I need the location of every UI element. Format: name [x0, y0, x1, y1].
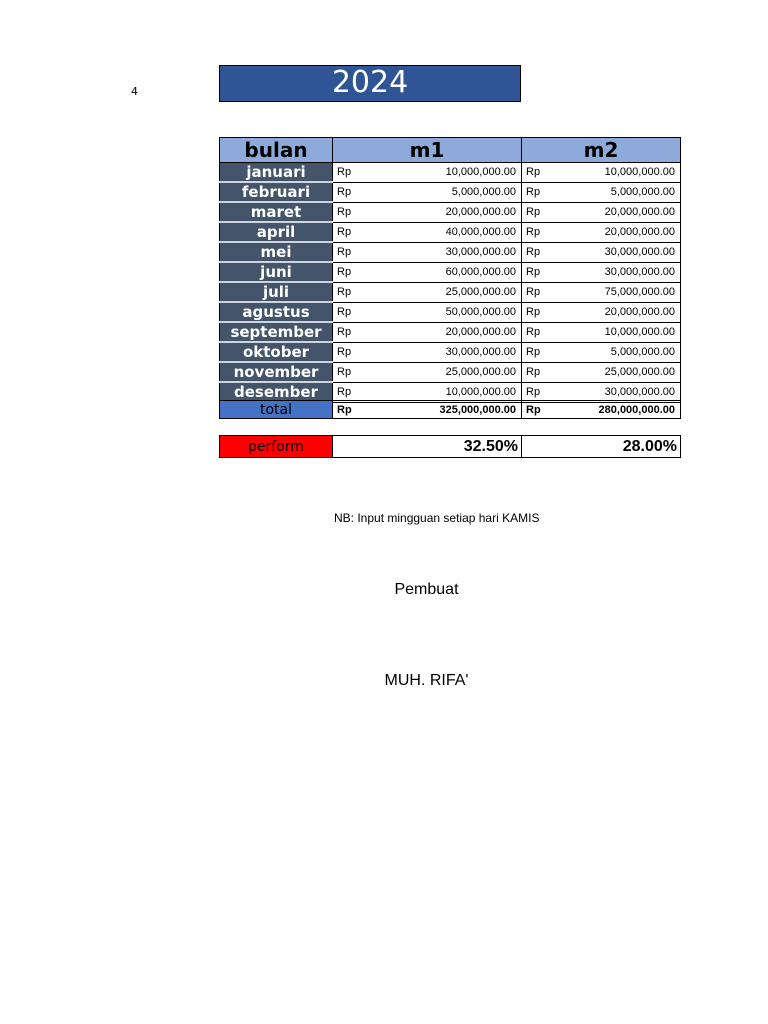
table-row: [220, 302, 681, 322]
month-cell: januari: [220, 163, 333, 183]
table-row: [220, 262, 681, 282]
perform-m1: 32.50%: [333, 436, 522, 458]
m1-cell: Rp 10,000,000.00: [333, 163, 522, 183]
m2-cell: Rp 75,000,000.00: [522, 282, 681, 302]
m1-cell: Rp 30,000,000.00: [333, 242, 522, 262]
m1-cell: Rp 30,000,000.00: [333, 342, 522, 362]
total-row-table: [219, 400, 681, 419]
m1-cell: Rp 20,000,000.00: [333, 202, 522, 222]
header-bulan: bulan: [220, 138, 333, 163]
perform-row: [220, 436, 681, 458]
table-row: [220, 182, 681, 202]
m1-cell: Rp 40,000,000.00: [333, 222, 522, 242]
perform-m2: 28.00%: [522, 436, 681, 458]
m2-cell: Rp 20,000,000.00: [522, 202, 681, 222]
m2-cell: Rp 10,000,000.00: [522, 322, 681, 342]
m2-cell: Rp 25,000,000.00: [522, 362, 681, 382]
signature-label: Pembuat: [394, 581, 459, 598]
month-cell: juli: [220, 282, 333, 302]
m1-cell: Rp 50,000,000.00: [333, 302, 522, 322]
month-cell: oktober: [220, 342, 333, 362]
m2-cell: Rp 5,000,000.00: [522, 342, 681, 362]
month-cell: februari: [220, 182, 333, 202]
month-cell: agustus: [220, 302, 333, 322]
m1-cell: Rp 60,000,000.00: [333, 262, 522, 282]
total-row: [220, 401, 681, 419]
year-title: 2024: [219, 65, 521, 102]
table-row: [220, 202, 681, 222]
m1-cell: Rp 25,000,000.00: [333, 282, 522, 302]
table-row: [220, 342, 681, 362]
table-row: [220, 242, 681, 262]
perform-label: perform: [220, 436, 333, 458]
monthly-table: [219, 137, 681, 403]
total-label: total: [220, 401, 333, 419]
m1-cell: Rp 10,000,000.00: [333, 382, 522, 402]
month-cell: november: [220, 362, 333, 382]
page-number: 4: [131, 85, 138, 98]
m2-cell: Rp 20,000,000.00: [522, 222, 681, 242]
m1-cell: Rp 25,000,000.00: [333, 362, 522, 382]
table-row: [220, 362, 681, 382]
month-cell: april: [220, 222, 333, 242]
header-m1: m1: [333, 138, 522, 163]
month-cell: maret: [220, 202, 333, 222]
table-row: [220, 222, 681, 242]
signature-name: MUH. RIFA': [384, 672, 469, 689]
m2-cell: Rp 30,000,000.00: [522, 382, 681, 402]
month-cell: desember: [220, 382, 333, 402]
m2-cell: Rp 30,000,000.00: [522, 242, 681, 262]
m2-cell: Rp 20,000,000.00: [522, 302, 681, 322]
header-m2: m2: [522, 138, 681, 163]
month-cell: mei: [220, 242, 333, 262]
table-row: [220, 322, 681, 342]
m1-cell: Rp 20,000,000.00: [333, 322, 522, 342]
table-row: [220, 163, 681, 183]
m1-cell: Rp 5,000,000.00: [333, 182, 522, 202]
total-m2: Rp 280,000,000.00: [522, 401, 681, 419]
table-row: [220, 282, 681, 302]
m2-cell: Rp 10,000,000.00: [522, 163, 681, 183]
table-header-row: [220, 138, 681, 163]
m2-cell: Rp 5,000,000.00: [522, 182, 681, 202]
total-m1: Rp 325,000,000.00: [333, 401, 522, 419]
note-text: NB: Input mingguan setiap hari KAMIS: [334, 511, 540, 525]
table-row: [220, 382, 681, 402]
month-cell: juni: [220, 262, 333, 282]
perform-row-table: [219, 435, 681, 458]
month-cell: september: [220, 322, 333, 342]
m2-cell: Rp 30,000,000.00: [522, 262, 681, 282]
